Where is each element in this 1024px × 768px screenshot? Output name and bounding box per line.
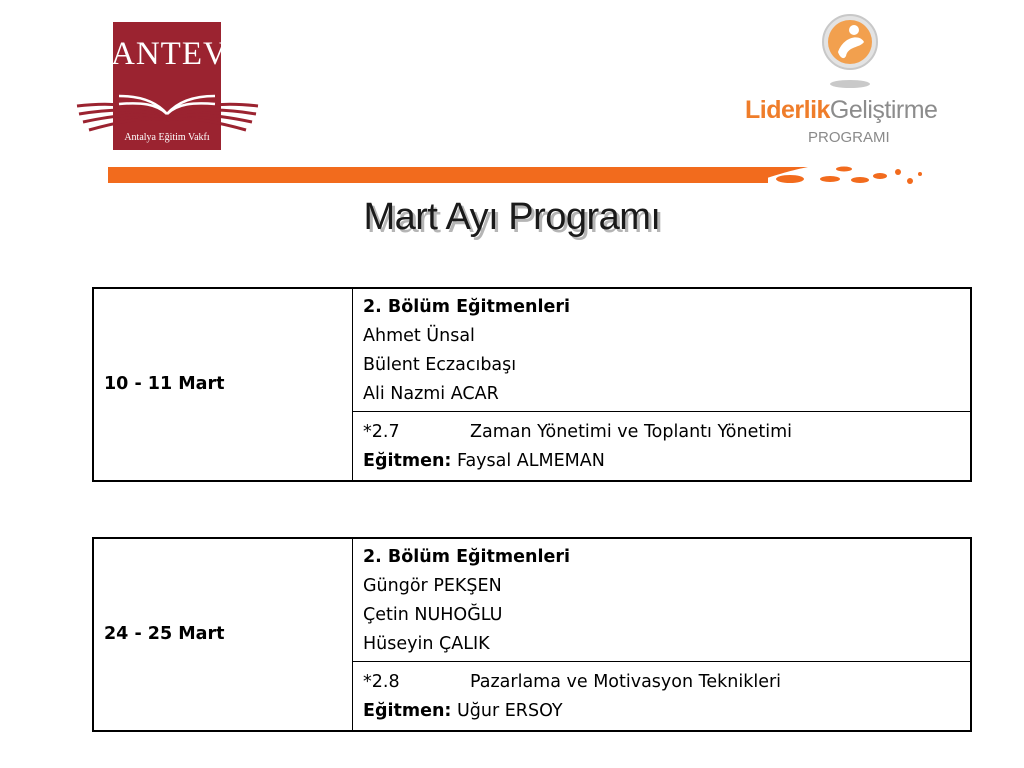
- liderlik-logo: [740, 10, 965, 150]
- schedule-table: [92, 537, 972, 732]
- session-code: *2.8: [363, 672, 400, 692]
- trainer-name: Hüseyin ÇALIK: [363, 634, 490, 654]
- liderlik-logo-title: [745, 96, 937, 125]
- trainers-heading: 2. Bölüm Eğitmenleri: [363, 297, 570, 317]
- antev-logo-name: ANTEV: [111, 36, 228, 72]
- trainer-name: Ali Nazmi ACAR: [363, 384, 499, 404]
- trainer-name: Ahmet Ünsal: [363, 326, 475, 346]
- session-line: [363, 668, 960, 697]
- instructor-label: Eğitmen:: [363, 451, 452, 471]
- page-title: Mart Ayı Programı: [363, 196, 661, 238]
- trainers-cell: [353, 538, 972, 662]
- session-cell: [353, 412, 972, 482]
- trainers-heading: 2. Bölüm Eğitmenleri: [363, 547, 570, 567]
- schedule-date: 10 - 11 Mart: [93, 288, 353, 481]
- liderlik-logo-bold: Liderlik: [745, 96, 830, 124]
- antev-logo-subtitle: Antalya Eğitim Vakfı: [124, 132, 210, 143]
- schedule-date: 24 - 25 Mart: [93, 538, 353, 731]
- session-title: Pazarlama ve Motivasyon Teknikleri: [470, 672, 782, 692]
- trainer-name: Bülent Eczacıbaşı: [363, 355, 517, 375]
- trainer-name: Çetin NUHOĞLU: [363, 605, 503, 625]
- session-code: *2.7: [363, 422, 400, 442]
- schedule-row-trainers: [93, 288, 971, 412]
- session-cell: [353, 662, 972, 732]
- schedule-row-trainers: [93, 538, 971, 662]
- instructor-line: [363, 697, 960, 726]
- session-title: Zaman Yönetimi ve Toplantı Yönetimi: [470, 422, 793, 442]
- antev-logo: [75, 22, 260, 152]
- session-line: [363, 418, 960, 447]
- instructor-label: Eğitmen:: [363, 701, 452, 721]
- person-emblem-icon: [820, 12, 880, 92]
- liderlik-logo-light: Geliştirme: [829, 96, 938, 124]
- liderlik-logo-program: PROGRAMI: [808, 129, 890, 146]
- instructor-name: Uğur ERSOY: [456, 701, 563, 721]
- trainer-name: Güngör PEKŞEN: [363, 576, 502, 596]
- instructor-line: [363, 447, 960, 476]
- trainers-cell: [353, 288, 972, 412]
- orange-band-divider: [108, 165, 938, 187]
- instructor-name: Faysal ALMEMAN: [456, 451, 605, 471]
- schedule-table: [92, 287, 972, 482]
- open-book-icon: [75, 74, 260, 136]
